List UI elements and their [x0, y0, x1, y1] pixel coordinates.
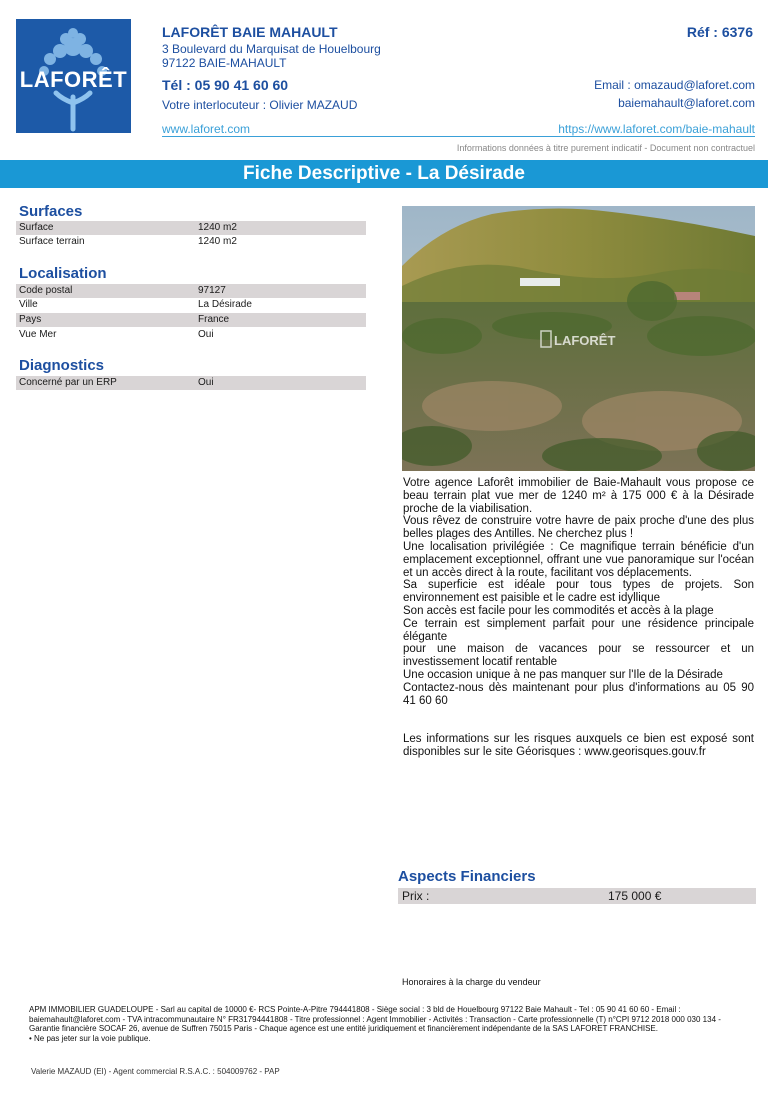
agent-info: Valerie MAZAUD (EI) - Agent commercial R.S.A.C. : 504009762 - PAP [31, 1067, 280, 1076]
description-paragraph: Sa superficie est idéale pour tous types de projets. Son environnement est paisible et le cadre est idyllique [403, 579, 754, 605]
landscape-image [402, 206, 755, 471]
logo-wordmark: LAFORÊT [19, 67, 128, 92]
table-row [16, 376, 366, 390]
property-photo [402, 206, 755, 471]
description-paragraph: Votre agence Laforêt immobilier de Baie-Mahault vous propose ce beau terrain plat vue mer de 1240 m² à 175 000 € à la Désirade proche de la viabilisation. [403, 477, 754, 515]
row-label: Code postal [19, 285, 73, 296]
description-paragraph: Contactez-nous dès maintenant pour plus d'informations au 05 90 41 60 60 [403, 681, 754, 707]
row-value: Oui [198, 329, 214, 340]
property-description [403, 477, 754, 759]
price-value: 175 000 € [608, 889, 662, 903]
row-label: Concerné par un ERP [19, 377, 117, 388]
table-row [16, 328, 366, 342]
website-link[interactable]: www.laforet.com [162, 122, 251, 136]
description-paragraph: Son accès est facile pour les commodités et accès à la plage [403, 604, 714, 617]
disclaimer: Informations données à titre purement indicatif - Document non contractuel [456, 143, 755, 153]
agency-phone: Tél : 05 90 41 60 60 [162, 77, 289, 93]
legal-notice [29, 1005, 747, 1043]
row-value: 1240 m2 [198, 236, 237, 247]
laforet-logo [16, 19, 131, 133]
page-title: Fiche Descriptive - La Désirade [0, 160, 768, 188]
row-value: 1240 m2 [198, 222, 237, 233]
row-label: Pays [19, 314, 42, 325]
diagnostics-heading: Diagnostics [19, 357, 105, 374]
row-label: Surface [19, 222, 54, 233]
description-paragraph: Une occasion unique à ne pas manquer sur l'Ile de la Désirade [403, 668, 723, 681]
price-label: Prix : [402, 889, 430, 903]
localisation-heading: Localisation [19, 265, 107, 282]
legal-text: APM IMMOBILIER GUADELOUPE - Sarl au capital de 10000 €- RCS Pointe-A-Pitre 794441808 - Siège social : 3 bld de Houelbourg 97122 Baie Mahault - Tel : 05 90 41 60 60 - Email : baiemahault@laforet.com - TVA intracommunautaire N° FR31794441808 - Titre professionnel : Agent Immobilier - Activités : Transaction - Carte professionnelle (T) n°CPI 9712 2018 000 030 134 - Garantie financière SOCAF 26, avenue de Suffren 75015 Paris - Chaque agence est une entité juridiquement et financièrement indépendante de la SAS LAFORET FRANCHISE. [29, 1005, 721, 1034]
table-row [16, 284, 366, 298]
header-divider [162, 136, 755, 137]
row-value: France [198, 314, 230, 325]
description-paragraph: pour une maison de vacances pour se ressourcer et un investissement locatif rentable [403, 643, 754, 669]
fees-notice: Honoraires à la charge du vendeur [402, 977, 541, 987]
table-row [16, 221, 366, 235]
description-paragraph: Vous rêvez de construire votre havre de paix proche d'une des plus belles plages des Antilles. Ne cherchez plus ! [403, 515, 754, 541]
surfaces-heading: Surfaces [19, 203, 83, 220]
price-row [398, 888, 756, 904]
table-row [16, 235, 366, 249]
table-row [16, 313, 366, 327]
agency-name: LAFORÊT BAIE MAHAULT [162, 24, 338, 40]
reference-number: Réf : 6376 [686, 24, 753, 40]
contact-email[interactable]: Email : omazaud@laforet.com [594, 78, 755, 92]
risks-notice: Les informations sur les risques auxquels ce bien est exposé sont disponibles sur le site Géorisques : www.georisques.gouv.fr [403, 732, 754, 758]
agency-email[interactable]: baiemahault@laforet.com [618, 96, 755, 110]
row-value: 97127 [198, 285, 226, 296]
watermark-text: LAFORÊT [554, 333, 616, 348]
financial-heading: Aspects Financiers [398, 868, 536, 885]
table-row [16, 298, 366, 312]
spacer [403, 707, 754, 720]
spacer [403, 720, 754, 733]
agency-website-link[interactable]: https://www.laforet.com/baie-mahault [558, 122, 755, 136]
contact-person: Votre interlocuteur : Olivier MAZAUD [162, 98, 358, 112]
address-line-2: 97122 BAIE-MAHAULT [162, 56, 287, 70]
row-value: La Désirade [198, 299, 252, 310]
description-paragraph: Ce terrain est simplement parfait pour une résidence principale élégante [403, 617, 754, 643]
row-label: Vue Mer [19, 329, 57, 340]
row-label: Surface terrain [19, 236, 85, 247]
legal-note: • Ne pas jeter sur la voie publique. [29, 1033, 151, 1043]
description-paragraph: Une localisation privilégiée : Ce magnifique terrain bénéficie d'un emplacement exceptionnel, offrant une vue panoramique sur l'océan et un accès direct à la route, facilitant vos déplacements. [403, 540, 754, 579]
row-value: Oui [198, 377, 214, 388]
address-line-1: 3 Boulevard du Marquisat de Houelbourg [162, 42, 381, 56]
row-label: Ville [19, 299, 38, 310]
